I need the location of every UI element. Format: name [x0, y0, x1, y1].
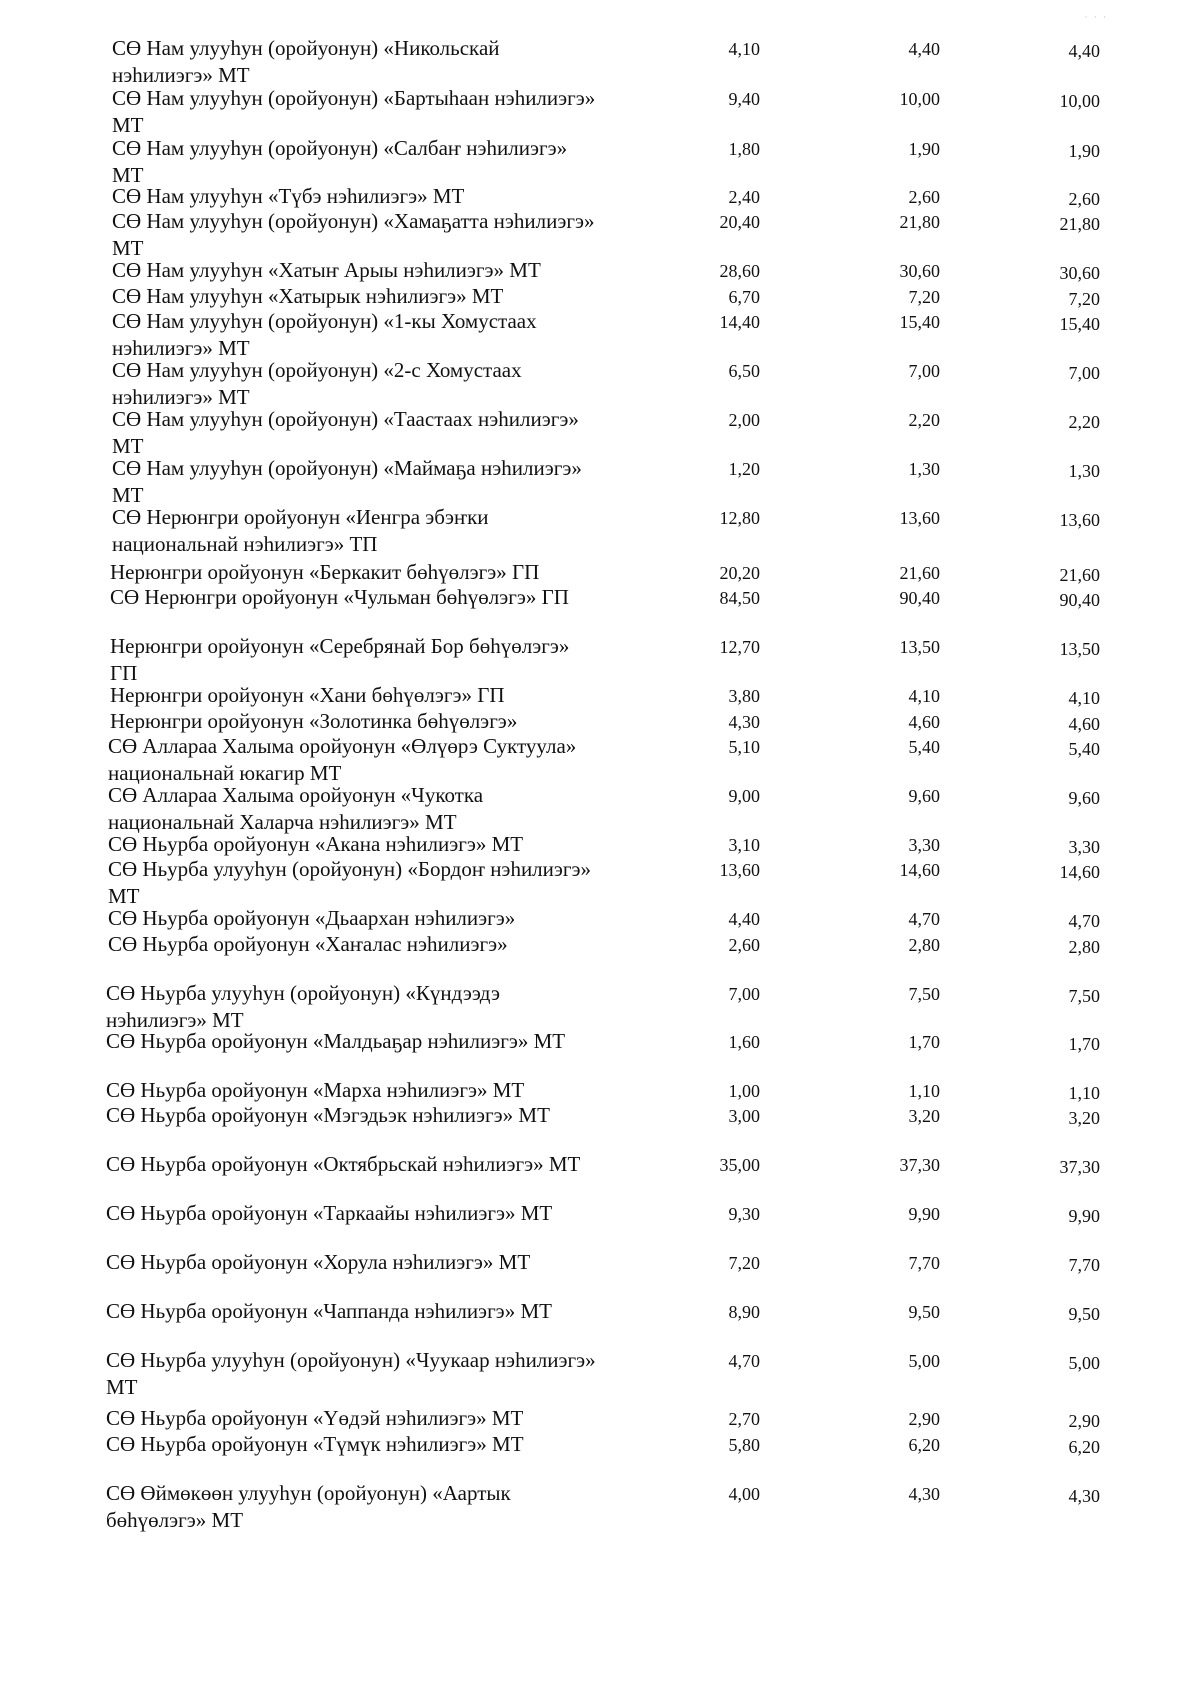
row-value-v3: 1,90 — [1068, 141, 1100, 161]
row-value-v2: 2,20 — [908, 410, 940, 430]
row-value-v1: 3,00 — [728, 1106, 760, 1126]
row-value-v3: 3,30 — [1068, 837, 1100, 857]
row-value-v2: 1,90 — [908, 139, 940, 159]
row-value-v2: 30,60 — [899, 261, 940, 281]
row-value-v1: 84,50 — [719, 588, 760, 608]
row-value-v1: 28,60 — [719, 261, 760, 281]
row-value-v2: 7,50 — [908, 984, 940, 1004]
row-name: Нерюнгри оройуонун «Хани бөһүөлэгэ» ГП — [110, 683, 505, 707]
row-name: СӨ Нам улууһун (оройуонун) «Салбаҥ нэһилиэгэ» МТ — [112, 136, 568, 187]
row-value-v2: 7,70 — [908, 1253, 940, 1273]
row-value-v3: 5,40 — [1068, 739, 1100, 759]
row-name: СӨ Нерюнгри оройуонун «Иенгра эбэҥки национальнай нэһилиэгэ» ТП — [112, 505, 489, 556]
row-value-v1: 9,30 — [728, 1204, 760, 1224]
row-value-v1: 12,70 — [719, 637, 760, 657]
row-name: СӨ Нам улууһун (оройуонун) «1-кы Хомустаах нэһилиэгэ» МТ — [112, 309, 537, 360]
row-name: Нерюнгри оройуонун «Беркакит бөһүөлэгэ» ГП — [110, 560, 540, 584]
row-value-v2: 7,00 — [908, 361, 940, 381]
row-name: СӨ Нам улууһун (оройуонун) «Маймаҕа нэһилиэгэ» МТ — [112, 456, 582, 507]
row-value-v1: 12,80 — [719, 508, 760, 528]
row-name: СӨ Ньурба оройуонун «Акана нэһилиэгэ» МТ — [108, 832, 524, 856]
row-value-v2: 1,30 — [908, 459, 940, 479]
row-name: СӨ Нам улууһун «Түбэ нэһилиэгэ» МТ — [112, 184, 465, 208]
row-name: СӨ Нам улууһун «Хатырык нэһилиэгэ» МТ — [112, 284, 504, 308]
row-name: СӨ Нам улууһун (оройуонун) «2-с Хомустаах нэһилиэгэ» МТ — [112, 358, 522, 409]
row-value-v3: 9,60 — [1068, 788, 1100, 808]
row-value-v2: 6,20 — [908, 1435, 940, 1455]
row-value-v3: 3,20 — [1068, 1108, 1100, 1128]
row-value-v3: 21,60 — [1059, 565, 1100, 585]
row-value-v2: 7,20 — [908, 287, 940, 307]
row-value-v1: 4,00 — [728, 1484, 760, 1504]
row-name: СӨ Нам улууһун (оройуонун) «Никольскай нэһилиэгэ» МТ — [112, 36, 500, 87]
row-value-v3: 6,20 — [1068, 1437, 1100, 1457]
row-value-v3: 9,50 — [1068, 1304, 1100, 1324]
row-value-v1: 13,60 — [719, 860, 760, 880]
row-value-v3: 2,80 — [1068, 937, 1100, 957]
row-value-v3: 7,00 — [1068, 363, 1100, 383]
row-value-v3: 4,40 — [1068, 41, 1100, 61]
row-name: СӨ Ньурба оройуонун «Хаҥалас нэһилиэгэ» — [108, 932, 508, 956]
row-value-v1: 2,00 — [728, 410, 760, 430]
row-value-v2: 2,90 — [908, 1409, 940, 1429]
row-value-v1: 9,00 — [728, 786, 760, 806]
row-name: СӨ Ньурба оройуонун «Хорула нэһилиэгэ» МТ — [106, 1250, 531, 1274]
row-value-v2: 2,60 — [908, 187, 940, 207]
row-value-v2: 13,50 — [899, 637, 940, 657]
row-value-v2: 2,80 — [908, 935, 940, 955]
row-name: СӨ Ньурба оройуонун «Мэгэдьэк нэһилиэгэ» МТ — [106, 1103, 550, 1127]
row-name: СӨ Ньурба оройуонун «Таркаайы нэһилиэгэ» МТ — [106, 1201, 553, 1225]
row-value-v2: 5,00 — [908, 1351, 940, 1371]
row-name: СӨ Ньурба улууһун (оройуонун) «Чуукаар нэһилиэгэ» МТ — [106, 1348, 596, 1399]
row-value-v1: 1,20 — [728, 459, 760, 479]
table-row — [0, 504, 1200, 564]
row-value-v3: 4,10 — [1068, 688, 1100, 708]
row-value-v3: 37,30 — [1059, 1157, 1100, 1177]
row-value-v1: 4,40 — [728, 909, 760, 929]
row-name: СӨ Ньурба оройуонун «Марха нэһилиэгэ» МТ — [106, 1078, 525, 1102]
row-value-v3: 7,20 — [1068, 289, 1100, 309]
row-value-v3: 1,30 — [1068, 461, 1100, 481]
row-value-v3: 13,50 — [1059, 639, 1100, 659]
row-value-v3: 1,70 — [1068, 1034, 1100, 1054]
row-value-v3: 7,50 — [1068, 986, 1100, 1006]
row-value-v3: 21,80 — [1059, 214, 1100, 234]
row-name: СӨ Нам улууһун «Хатыҥ Арыы нэһилиэгэ» МТ — [112, 258, 541, 282]
row-value-v1: 3,10 — [728, 835, 760, 855]
row-value-v1: 2,40 — [728, 187, 760, 207]
row-value-v2: 21,80 — [899, 212, 940, 232]
row-value-v3: 13,60 — [1059, 510, 1100, 530]
row-value-v3: 2,90 — [1068, 1411, 1100, 1431]
row-name: СӨ Нам улууһун (оройуонун) «Хамаҕатта нэһилиэгэ» МТ — [112, 209, 595, 260]
row-value-v2: 3,20 — [908, 1106, 940, 1126]
row-value-v1: 5,80 — [728, 1435, 760, 1455]
row-value-v3: 15,40 — [1059, 314, 1100, 334]
row-value-v2: 15,40 — [899, 312, 940, 332]
row-value-v1: 14,40 — [719, 312, 760, 332]
row-name: СӨ Ньурба улууһун (оройуонун) «Бордоҥ нэһилиэгэ» МТ — [108, 857, 592, 908]
row-value-v1: 4,70 — [728, 1351, 760, 1371]
row-value-v3: 5,00 — [1068, 1353, 1100, 1373]
row-value-v1: 7,20 — [728, 1253, 760, 1273]
row-value-v1: 6,50 — [728, 361, 760, 381]
row-value-v1: 20,20 — [719, 563, 760, 583]
row-value-v1: 7,00 — [728, 984, 760, 1004]
row-value-v1: 3,80 — [728, 686, 760, 706]
row-value-v3: 1,10 — [1068, 1083, 1100, 1103]
row-name: СӨ Нам улууһун (оройуонун) «Таастаах нэһилиэгэ» МТ — [112, 407, 579, 458]
row-value-v2: 4,70 — [908, 909, 940, 929]
row-name: Нерюнгри оройуонун «Золотинка бөһүөлэгэ» — [110, 709, 518, 733]
row-name: СӨ Ньурба оройуонун «Малдьаҕар нэһилиэгэ» МТ — [106, 1029, 566, 1053]
row-value-v1: 9,40 — [728, 89, 760, 109]
row-value-v2: 5,40 — [908, 737, 940, 757]
row-value-v1: 2,70 — [728, 1409, 760, 1429]
row-value-v1: 20,40 — [719, 212, 760, 232]
row-name: СӨ Ньурба оройуонун «Түмүк нэһилиэгэ» МТ — [106, 1432, 524, 1456]
row-name: Нерюнгри оройуонун «Серебрянай Бор бөһүөлэгэ» ГП — [110, 634, 570, 685]
corner-mark: · · · — [1084, 12, 1108, 22]
row-value-v2: 9,60 — [908, 786, 940, 806]
row-value-v1: 6,70 — [728, 287, 760, 307]
row-value-v2: 9,50 — [908, 1302, 940, 1322]
row-value-v2: 3,30 — [908, 835, 940, 855]
row-value-v2: 4,60 — [908, 712, 940, 732]
row-value-v3: 4,60 — [1068, 714, 1100, 734]
row-value-v2: 13,60 — [899, 508, 940, 528]
row-value-v2: 9,90 — [908, 1204, 940, 1224]
row-value-v2: 37,30 — [899, 1155, 940, 1175]
table-row — [0, 1347, 1200, 1407]
row-value-v2: 21,60 — [899, 563, 940, 583]
table-row — [0, 1480, 1200, 1540]
row-value-v2: 14,60 — [899, 860, 940, 880]
row-value-v2: 4,30 — [908, 1484, 940, 1504]
row-name: СӨ Аллараа Халыма оройуонун «Өлүөрэ Суктуула» национальнай юкагир МТ — [108, 734, 577, 785]
row-name: СӨ Ньурба оройуонун «Дьаархан нэһилиэгэ» — [108, 906, 516, 930]
row-name: СӨ Аллараа Халыма оройуонун «Чукотка национальнай Халарча нэһилиэгэ» МТ — [108, 783, 484, 834]
row-value-v1: 35,00 — [719, 1155, 760, 1175]
row-value-v1: 5,10 — [728, 737, 760, 757]
row-value-v3: 4,70 — [1068, 911, 1100, 931]
row-value-v3: 9,90 — [1068, 1206, 1100, 1226]
row-value-v3: 90,40 — [1059, 590, 1100, 610]
row-value-v2: 1,70 — [908, 1032, 940, 1052]
row-value-v2: 1,10 — [908, 1081, 940, 1101]
row-value-v3: 7,70 — [1068, 1255, 1100, 1275]
row-name: СӨ Ньурба оройуонун «Үөдэй нэһилиэгэ» МТ — [106, 1406, 524, 1430]
row-value-v3: 30,60 — [1059, 263, 1100, 283]
row-value-v1: 1,60 — [728, 1032, 760, 1052]
row-value-v2: 10,00 — [899, 89, 940, 109]
row-value-v1: 1,00 — [728, 1081, 760, 1101]
row-name: СӨ Ньурба оройуонун «Чаппанда нэһилиэгэ» МТ — [106, 1299, 552, 1323]
row-value-v2: 4,40 — [908, 39, 940, 59]
row-value-v3: 4,30 — [1068, 1486, 1100, 1506]
row-name: СӨ Нерюнгри оройуонун «Чульман бөһүөлэгэ» ГП — [110, 585, 569, 609]
row-name: СӨ Ньурба улууһун (оройуонун) «Күндээдэ нэһилиэгэ» МТ — [106, 981, 501, 1032]
row-value-v1: 4,10 — [728, 39, 760, 59]
row-value-v1: 8,90 — [728, 1302, 760, 1322]
row-value-v3: 2,60 — [1068, 189, 1100, 209]
row-value-v2: 4,10 — [908, 686, 940, 706]
row-value-v2: 90,40 — [899, 588, 940, 608]
row-value-v3: 10,00 — [1059, 91, 1100, 111]
row-name: СӨ Нам улууһун (оройуонун) «Бартыһаан нэһилиэгэ» МТ — [112, 86, 596, 137]
row-value-v1: 2,60 — [728, 935, 760, 955]
row-value-v3: 2,20 — [1068, 412, 1100, 432]
row-value-v1: 4,30 — [728, 712, 760, 732]
row-name: СӨ Ньурба оройуонун «Октябрьскай нэһилиэгэ» МТ — [106, 1152, 581, 1176]
row-value-v3: 14,60 — [1059, 862, 1100, 882]
row-name: СӨ Өймөкөөн улууһун (оройуонун) «Аартык бөһүөлэгэ» МТ — [106, 1481, 511, 1532]
row-value-v1: 1,80 — [728, 139, 760, 159]
